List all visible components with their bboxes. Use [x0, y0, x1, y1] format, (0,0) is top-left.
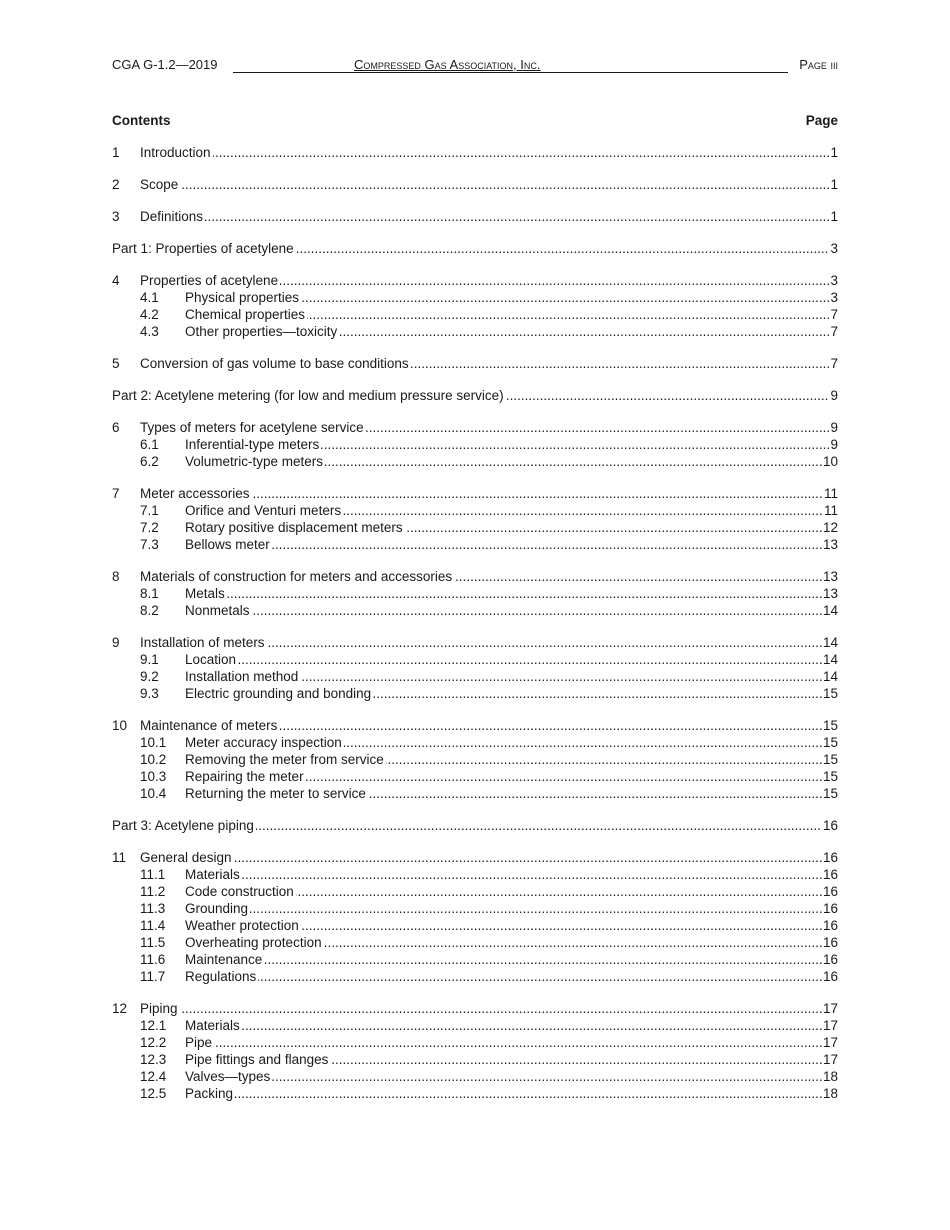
toc-entry-number: 9.3 — [140, 686, 159, 701]
toc-entry-number: 11.3 — [140, 901, 166, 916]
toc-subsection-entry[interactable] — [112, 668, 838, 685]
toc-entry-number: 9.1 — [140, 652, 159, 667]
toc-dot-leader — [185, 585, 838, 602]
toc-entry-title: Packing — [185, 1086, 234, 1101]
toc-heading-row — [112, 113, 838, 128]
toc-subsection-entry[interactable] — [112, 900, 838, 917]
toc-page-number: 16 — [822, 818, 838, 833]
header-rule — [233, 72, 788, 73]
toc-page-number: 15 — [822, 752, 838, 767]
toc-entry-number: 8.1 — [140, 586, 159, 601]
toc-page-number: 16 — [822, 935, 838, 950]
toc-entry-title: Inferential-type meters — [185, 437, 320, 452]
toc-subsection-entry[interactable] — [112, 602, 838, 619]
toc-page-number: 15 — [822, 769, 838, 784]
toc-entry-number: 10.3 — [140, 769, 167, 784]
toc-page-number: 13 — [822, 569, 838, 584]
toc-page-number: 11 — [823, 486, 838, 501]
toc-entry-title: Code construction — [185, 884, 294, 899]
toc-entry-number: 10.2 — [140, 752, 167, 767]
toc-entry-title: Returning the meter to service — [185, 786, 366, 801]
toc-page-number: 3 — [830, 273, 838, 288]
toc-subsection-entry[interactable] — [112, 436, 838, 453]
toc-entry-title: Orifice and Venturi meters — [185, 503, 342, 518]
toc-entry-title: Installation method — [185, 669, 299, 684]
toc-page-number: 16 — [822, 884, 838, 899]
toc-subsection-entry[interactable] — [112, 453, 838, 470]
toc-entry-number: 10.1 — [140, 735, 167, 750]
toc-dot-leader — [185, 968, 838, 985]
toc-dot-leader — [185, 651, 838, 668]
toc-section-entry[interactable] — [112, 1000, 838, 1017]
toc-entry-number: 11.7 — [140, 969, 166, 984]
toc-entry-title: Removing the meter from service — [185, 752, 384, 767]
toc-subsection-entry[interactable] — [112, 951, 838, 968]
toc-page-number: 13 — [822, 586, 838, 601]
toc-entry-number: 8.2 — [140, 603, 159, 618]
toc-section-entry[interactable] — [112, 717, 838, 734]
toc-dot-leader — [185, 536, 838, 553]
toc-entry-title: Bellows meter — [185, 537, 270, 552]
toc-section-entry[interactable] — [112, 419, 838, 436]
toc-dot-leader — [185, 900, 838, 917]
toc-part-entry[interactable] — [112, 240, 838, 257]
toc-section-entry[interactable] — [112, 272, 838, 289]
toc-page-number: 14 — [822, 669, 838, 684]
toc-dot-leader — [185, 602, 838, 619]
toc-subsection-entry[interactable] — [112, 934, 838, 951]
toc-page-number: 9 — [830, 420, 838, 435]
toc-entry-number: 9 — [112, 635, 120, 650]
toc-entry-number: 11.4 — [140, 918, 166, 933]
toc-subsection-entry[interactable] — [112, 1034, 838, 1051]
toc-page-number: 18 — [822, 1086, 838, 1101]
toc-entry-title: Materials — [185, 867, 240, 882]
toc-entry-number: 4.3 — [140, 324, 159, 339]
toc-entry-title: Types of meters for acetylene service — [140, 420, 364, 435]
toc-dot-leader — [140, 849, 838, 866]
toc-subsection-entry[interactable] — [112, 917, 838, 934]
toc-page-number: 16 — [822, 901, 838, 916]
toc-entry-title: Valves—types — [185, 1069, 271, 1084]
toc-section-entry[interactable] — [112, 208, 838, 225]
toc-subsection-entry[interactable] — [112, 883, 838, 900]
toc-page-number: 16 — [822, 867, 838, 882]
toc-dot-leader — [185, 1034, 838, 1051]
toc-subsection-entry[interactable] — [112, 968, 838, 985]
toc-page-number: 17 — [822, 1052, 838, 1067]
toc-subsection-entry[interactable] — [112, 685, 838, 702]
toc-page-number: 14 — [822, 603, 838, 618]
toc-section-entry[interactable] — [112, 485, 838, 502]
toc-entry-title: Other properties—toxicity — [185, 324, 338, 339]
toc-entry-title: Weather protection — [185, 918, 299, 933]
toc-entry-number: 7.3 — [140, 537, 159, 552]
toc-subsection-entry[interactable] — [112, 323, 838, 340]
toc-page-number: 1 — [830, 145, 838, 160]
toc-part-entry[interactable] — [112, 817, 838, 834]
toc-page-number: 11 — [823, 503, 838, 518]
toc-entry-number: 6 — [112, 420, 120, 435]
toc-page-number: 15 — [822, 786, 838, 801]
toc-subsection-entry[interactable] — [112, 751, 838, 768]
toc-subsection-entry[interactable] — [112, 651, 838, 668]
toc-subsection-entry[interactable] — [112, 519, 838, 536]
toc-dot-leader — [185, 866, 838, 883]
toc-entry-title: Part 3: Acetylene piping — [112, 818, 254, 833]
toc-section-entry[interactable] — [112, 355, 838, 372]
toc-subsection-entry[interactable] — [112, 768, 838, 785]
toc-entry-number: 3 — [112, 209, 120, 224]
toc-entry-number: 4.2 — [140, 307, 159, 322]
toc-entry-title: Properties of acetylene — [140, 273, 279, 288]
toc-page-number: 15 — [822, 735, 838, 750]
toc-entry-number: 11.2 — [140, 884, 166, 899]
toc-page-number: 15 — [822, 718, 838, 733]
toc-page-number: 7 — [830, 356, 838, 371]
toc-page-number: 7 — [830, 324, 838, 339]
toc-entry-number: 10 — [112, 718, 128, 733]
toc-page-number: 17 — [822, 1018, 838, 1033]
toc-dot-leader — [185, 1068, 838, 1085]
toc-entry-title: Installation of meters — [140, 635, 265, 650]
organization-name: Compressed Gas Association, Inc. — [354, 57, 541, 72]
toc-entry-title: Materials of construction for meters and accessories — [140, 569, 453, 584]
toc-entry-number: 12.5 — [140, 1086, 167, 1101]
toc-subsection-entry[interactable] — [112, 1017, 838, 1034]
toc-part-entry[interactable] — [112, 387, 838, 404]
toc-entry-title: General design — [140, 850, 232, 865]
toc-page-number: 3 — [830, 241, 838, 256]
toc-entry-number: 12.4 — [140, 1069, 167, 1084]
toc-section-entry[interactable] — [112, 634, 838, 651]
toc-entry-number: 11 — [112, 850, 127, 865]
toc-entry-title: Location — [185, 652, 237, 667]
toc-entry-number: 1 — [112, 145, 120, 160]
toc-page-number: 12 — [822, 520, 838, 535]
toc-dot-leader — [185, 951, 838, 968]
toc-dot-leader — [140, 144, 838, 161]
toc-subsection-entry[interactable] — [112, 502, 838, 519]
toc-page-number: 3 — [830, 290, 838, 305]
toc-page-number: 10 — [822, 454, 838, 469]
toc-entry-title: Maintenance of meters — [140, 718, 278, 733]
toc-entry-title: Regulations — [185, 969, 257, 984]
toc-entry-number: 12 — [112, 1001, 128, 1016]
toc-entry-number: 4.1 — [140, 290, 159, 305]
toc-subsection-entry[interactable] — [112, 289, 838, 306]
toc-section-entry[interactable] — [112, 144, 838, 161]
toc-entry-number: 12.1 — [140, 1018, 167, 1033]
toc-subsection-entry[interactable] — [112, 1068, 838, 1085]
toc-entry-number: 9.2 — [140, 669, 159, 684]
toc-entry-title: Volumetric-type meters — [185, 454, 324, 469]
toc-entry-number: 7.1 — [140, 503, 159, 518]
toc-section-entry[interactable] — [112, 568, 838, 585]
toc-page-number: 17 — [822, 1035, 838, 1050]
toc-dot-leader — [140, 208, 838, 225]
toc-entry-number: 5 — [112, 356, 120, 371]
toc-page-number: 18 — [822, 1069, 838, 1084]
toc-entry-number: 11.1 — [140, 867, 166, 882]
toc-entry-number: 7.2 — [140, 520, 159, 535]
toc-dot-leader — [140, 176, 838, 193]
toc-entry-title: Part 1: Properties of acetylene — [112, 241, 294, 256]
toc-entry-number: 10.4 — [140, 786, 167, 801]
toc-entry-title: Introduction — [140, 145, 211, 160]
toc-page-number: 14 — [822, 635, 838, 650]
toc-entry-title: Scope — [140, 177, 179, 192]
toc-page-number: 1 — [830, 177, 838, 192]
toc-subsection-entry[interactable] — [112, 734, 838, 751]
toc-page-number: 9 — [830, 437, 838, 452]
toc-subsection-entry[interactable] — [112, 785, 838, 802]
toc-entry-title: Materials — [185, 1018, 240, 1033]
toc-entry-title: Meter accessories — [140, 486, 250, 501]
toc-page-number: 13 — [822, 537, 838, 552]
toc-entry-number: 8 — [112, 569, 120, 584]
toc-page-number: 16 — [822, 850, 838, 865]
toc-page-number: 16 — [822, 952, 838, 967]
contents-heading: Contents — [112, 113, 171, 128]
toc-page-number: 9 — [830, 388, 838, 403]
toc-entry-title: Pipe fittings and flanges — [185, 1052, 329, 1067]
document-id: CGA G-1.2—2019 — [112, 57, 218, 72]
toc-page-number: 7 — [830, 307, 838, 322]
page-label: Page iii — [799, 57, 838, 72]
toc-subsection-entry[interactable] — [112, 536, 838, 553]
toc-subsection-entry[interactable] — [112, 306, 838, 323]
toc-entry-number: 4 — [112, 273, 120, 288]
toc-dot-leader — [185, 1085, 838, 1102]
toc-page-number: 1 — [830, 209, 838, 224]
toc-subsection-entry[interactable] — [112, 866, 838, 883]
toc-entry-title: Pipe — [185, 1035, 213, 1050]
toc-entry-title: Metals — [185, 586, 225, 601]
running-header — [112, 57, 838, 75]
toc-entry-number: 11.5 — [140, 935, 166, 950]
toc-dot-leader — [185, 1017, 838, 1034]
page-column-heading: Page — [805, 113, 838, 128]
toc-section-entry[interactable] — [112, 849, 838, 866]
toc-entry-title: Overheating protection — [185, 935, 322, 950]
toc-section-entry[interactable] — [112, 176, 838, 193]
toc-entry-number: 12.2 — [140, 1035, 167, 1050]
toc-page-number: 16 — [822, 969, 838, 984]
toc-entry-number: 2 — [112, 177, 120, 192]
toc-entry-title: Piping — [140, 1001, 178, 1016]
toc-entry-number: 7 — [112, 486, 120, 501]
toc-entry-title: Physical properties — [185, 290, 300, 305]
toc-entry-number: 6.1 — [140, 437, 159, 452]
toc-entry-title: Rotary positive displacement meters — [185, 520, 403, 535]
toc-entry-title: Part 2: Acetylene metering (for low and medium pressure service) — [112, 388, 504, 403]
toc-subsection-entry[interactable] — [112, 1051, 838, 1068]
toc-entry-title: Repairing the meter — [185, 769, 304, 784]
toc-dot-leader — [140, 1000, 838, 1017]
toc-entry-number: 11.6 — [140, 952, 166, 967]
toc-page-number: 16 — [822, 918, 838, 933]
toc-entry-title: Electric grounding and bonding — [185, 686, 372, 701]
toc-page-number: 17 — [822, 1001, 838, 1016]
toc-entry-title: Chemical properties — [185, 307, 306, 322]
toc-subsection-entry[interactable] — [112, 1085, 838, 1102]
toc-entry-title: Conversion of gas volume to base conditions — [140, 356, 409, 371]
toc-entry-title: Maintenance — [185, 952, 263, 967]
toc-entry-title: Nonmetals — [185, 603, 250, 618]
toc-subsection-entry[interactable] — [112, 585, 838, 602]
toc-page-number: 15 — [822, 686, 838, 701]
toc-entry-number: 6.2 — [140, 454, 159, 469]
toc-entry-number: 12.3 — [140, 1052, 167, 1067]
table-of-contents — [112, 144, 838, 1102]
toc-entry-title: Definitions — [140, 209, 204, 224]
toc-entry-title: Meter accuracy inspection — [185, 735, 342, 750]
toc-entry-title: Grounding — [185, 901, 249, 916]
toc-page-number: 14 — [822, 652, 838, 667]
